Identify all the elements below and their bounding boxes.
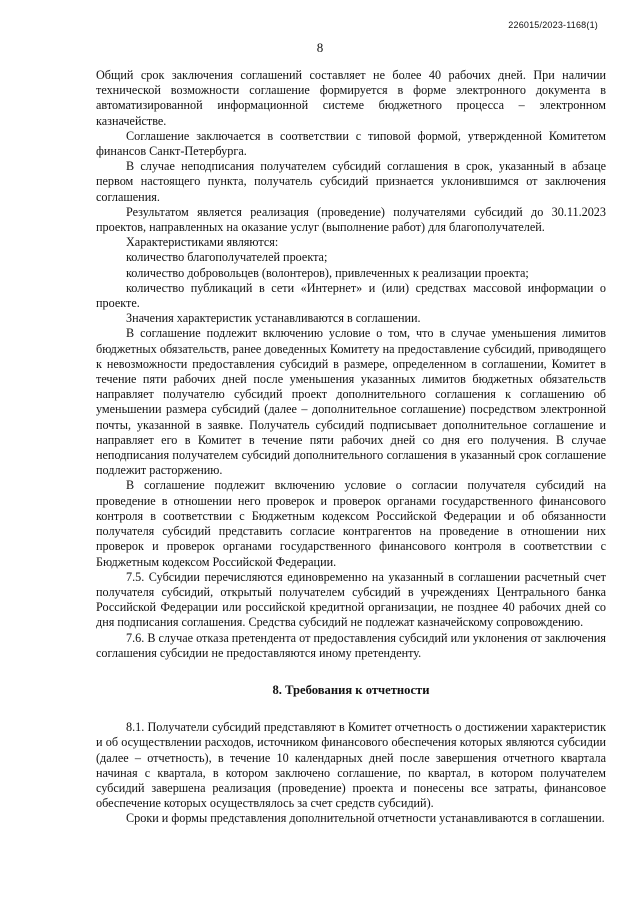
paragraph: В соглашение подлежит включению условие о согласии получателя субсидий на проведение в отношении него проверок и проверок органами государственного финансового контроля в соответствии с Бюджетным кодексом Российской Федерации и об обязанности получателя субсидий представить согласие контрагентов на проведение в отношении них проверок и проверок органами государственного финансового контроля в соответствии с Бюджетным кодексом Российской Федерации. <box>96 478 606 569</box>
paragraph: 8.1. Получатели субсидий представляют в Комитет отчетность о достижении характеристик и об осуществлении расходов, источником финансового обеспечения которых являются субсидии (далее – отчетность), в течение 10 календарных дней после завершения отчетного квартала начиная с квартала, в котором заключено соглашение, по квартал, в котором получателем субсидий завершена реализация (проведение) проекта и понесены все затраты, финансовое обеспечение которых осуществлялось за счет средств субсидий). <box>96 720 606 811</box>
document-id: 226015/2023-1168(1) <box>508 20 598 30</box>
list-item: количество благополучателей проекта; <box>126 250 328 265</box>
paragraph: Сроки и формы представления дополнительной отчетности устанавливаются в соглашении. <box>126 811 605 826</box>
document-body <box>96 68 606 827</box>
paragraph: Характеристиками являются: <box>126 235 279 250</box>
paragraph: Соглашение заключается в соответствии с типовой формой, утвержденной Комитетом финансов Санкт-Петербурга. <box>96 128 606 159</box>
paragraph: 7.6. В случае отказа претендента от предоставления субсидий или уклонения от заключения соглашения субсидии не предоставляются иному претенденту. <box>96 630 606 660</box>
list-item: количество добровольцев (волонтеров), привлеченных к реализации проекта; <box>126 265 529 280</box>
paragraph: В случае неподписания получателем субсидий соглашения в срок, указанный в абзаце первом настоящего пункта, получатель субсидий признается уклонившимся от заключения соглашения. <box>96 159 606 204</box>
paragraph: Общий срок заключения соглашений составляет не более 40 рабочих дней. При наличии технической возможности соглашение формируется в форме электронного документа в автоматизированной информационной системе бюджетного процесса – электронном казначействе. <box>96 68 606 128</box>
list-item: количество публикаций в сети «Интернет» и (или) средствах массовой информации о проекте. <box>96 280 606 311</box>
paragraph: 7.5. Субсидии перечисляются единовременно на указанный в соглашении расчетный счет получателя субсидий, открытый получателем субсидий в учреждениях Центрального банка Российской Федерации или российской кредитной организации, не позднее 40 рабочих дней со дня подписания соглашения. Средства субсидий не подлежат казначейскому сопровождению. <box>96 569 606 630</box>
paragraph: В соглашение подлежит включению условие о том, что в случае уменьшения лимитов бюджетных обязательств, ранее доведенных Комитету на предоставление субсидий, приводящего к невозможности предоставления субсидий в размере, определенном в соглашении, Комитет в течение пяти рабочих дней после уменьшения указанных лимитов бюджетных обязательств направляет получателю субсидий проект дополнительного соглашения к соглашению об уменьшении размера субсидий (далее – дополнительное соглашение) посредством электронной почты, указанной в заявке. Получатель субсидий подписывает дополнительное соглашение и направляет его в Комитет в течение пяти рабочих дней со дня его получения. В случае неподписания получателем субсидий дополнительного соглашения в указанный срок соглашение подлежит расторжению. <box>96 326 606 478</box>
paragraph: Значения характеристик устанавливаются в соглашении. <box>126 311 421 326</box>
paragraph: Результатом является реализация (проведение) получателями субсидий до 30.11.2023 проектов, направленных на оказание услуг (выполнение работ) для благополучателей. <box>96 204 606 235</box>
page-number: 8 <box>316 40 324 55</box>
section-heading: 8. Требования к отчетности <box>272 682 430 697</box>
